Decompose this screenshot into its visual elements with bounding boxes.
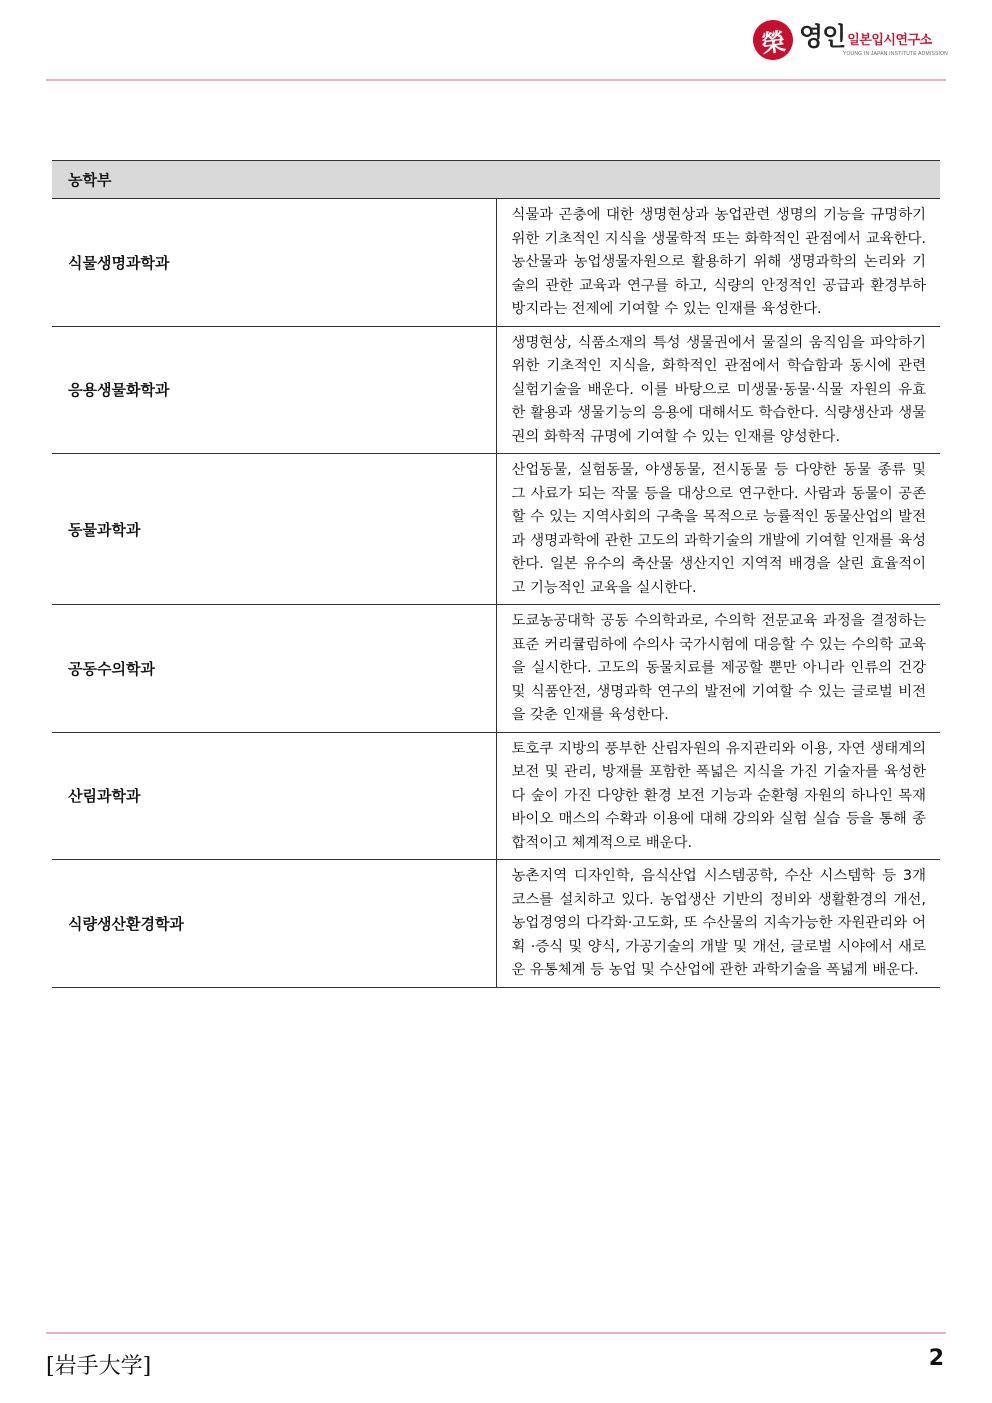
section-header-row	[52, 161, 940, 199]
page-number: 2	[928, 1346, 944, 1371]
department-description: 도쿄농공대학 공동 수의학과로, 수의학 전문교육 과정을 결정하는 표준 커리큘럼하에 수의사 국가시험에 대응할 수 있는 수의학 교육을 실시한다. 고도의 동물치료를 제공할 뿐만 아니라 인류의 건강 및 식품안전, 생명과학 연구의 발전에 기여할 수 있는 글로벌 비전을 갖춘 인재를 육성한다.	[496, 605, 940, 733]
footer-university: [岩手大学]	[46, 1354, 152, 1379]
department-table	[52, 160, 940, 988]
section-title: 농학부	[52, 161, 940, 199]
table-row	[52, 732, 940, 860]
department-name: 식량생산환경학과	[52, 860, 496, 988]
table-row	[52, 326, 940, 454]
department-description: 생명현상, 식품소재의 특성 생물권에서 물질의 움직임을 파악하기 위한 기초적인 지식을, 화학적인 관점에서 학습함과 동시에 관련 실험기술을 배운다. 이를 바탕으로 미생물·동물·식물 자원의 유효한 활용과 생물기능의 응용에 대해서도 학습한다. 식량생산과 생물권의 화학적 규명에 기여할 수 있는 인재를 양성한다.	[496, 326, 940, 454]
table-row	[52, 605, 940, 733]
header-divider	[46, 79, 946, 81]
department-name: 응용생물화학과	[52, 326, 496, 454]
table-row	[52, 454, 940, 605]
department-description: 농촌지역 디자인학, 음식산업 시스템공학, 수산 시스템학 등 3개 코스를 설치하고 있다. 농업생산 기반의 정비와 생활환경의 개선, 농업경영의 다각화·고도화, 또 수산물의 지속가능한 자원관리와 어획 ·증식 및 양식, 가공기술의 개발 및 개선, 글로벌 시야에서 새로운 유통체계 등 농업 및 수산업에 관한 과학기술을 폭넓게 배운다.	[496, 860, 940, 988]
table-row	[52, 860, 940, 988]
department-description: 산업동물, 실험동물, 야생동물, 전시동물 등 다양한 동물 종류 및 그 사료가 되는 작물 등을 대상으로 연구한다. 사람과 동물이 공존할 수 있는 지역사회의 구축을 목적으로 능률적인 동물산업의 발전과 생명과학에 관한 고도의 과학기술의 개발에 기여할 인재를 육성한다. 일본 유수의 축산물 생산지인 지역적 배경을 살린 효율적이고 기능적인 교육을 실시한다.	[496, 454, 940, 605]
table-row	[52, 199, 940, 327]
department-description: 식물과 곤충에 대한 생명현상과 농업관련 생명의 기능을 규명하기 위한 기초적인 지식을 생물학적 또는 화학적인 관점에서 교육한다. 농산물과 농업생물자원으로 활용하기 위해 생명과학의 논리와 기술의 관한 교육과 연구를 하고, 식량의 안정적인 공급과 환경부하 방지라는 전제에 기여할 수 있는 인재를 육성한다.	[496, 199, 940, 327]
footer-divider	[46, 1332, 946, 1334]
department-name: 동물과학과	[52, 454, 496, 605]
logo-text	[798, 21, 948, 57]
department-name: 산림과학과	[52, 732, 496, 860]
logo-tagline: YOUNG IN JAPAN INSTITUTE ADMISSION	[842, 50, 948, 57]
department-name: 공동수의학과	[52, 605, 496, 733]
department-description: 토호쿠 지방의 풍부한 산림자원의 유지관리와 이용, 자연 생태계의 보전 및 관리, 방재를 포함한 폭넓은 지식을 가진 기술자를 육성한다 숲이 가진 다양한 환경 보전 기능과 순환형 자원의 하나인 목재 바이오 매스의 수확과 이용에 대해 강의와 실험 실습 등을 통해 종합적이고 체계적으로 배운다.	[496, 732, 940, 860]
department-name: 식물생명과학과	[52, 199, 496, 327]
logo-institute-name: 일본입시연구소	[847, 32, 932, 48]
logo-seal-icon: 榮	[750, 17, 795, 62]
header-logo	[753, 20, 948, 60]
logo-brand: 영인	[798, 21, 846, 51]
